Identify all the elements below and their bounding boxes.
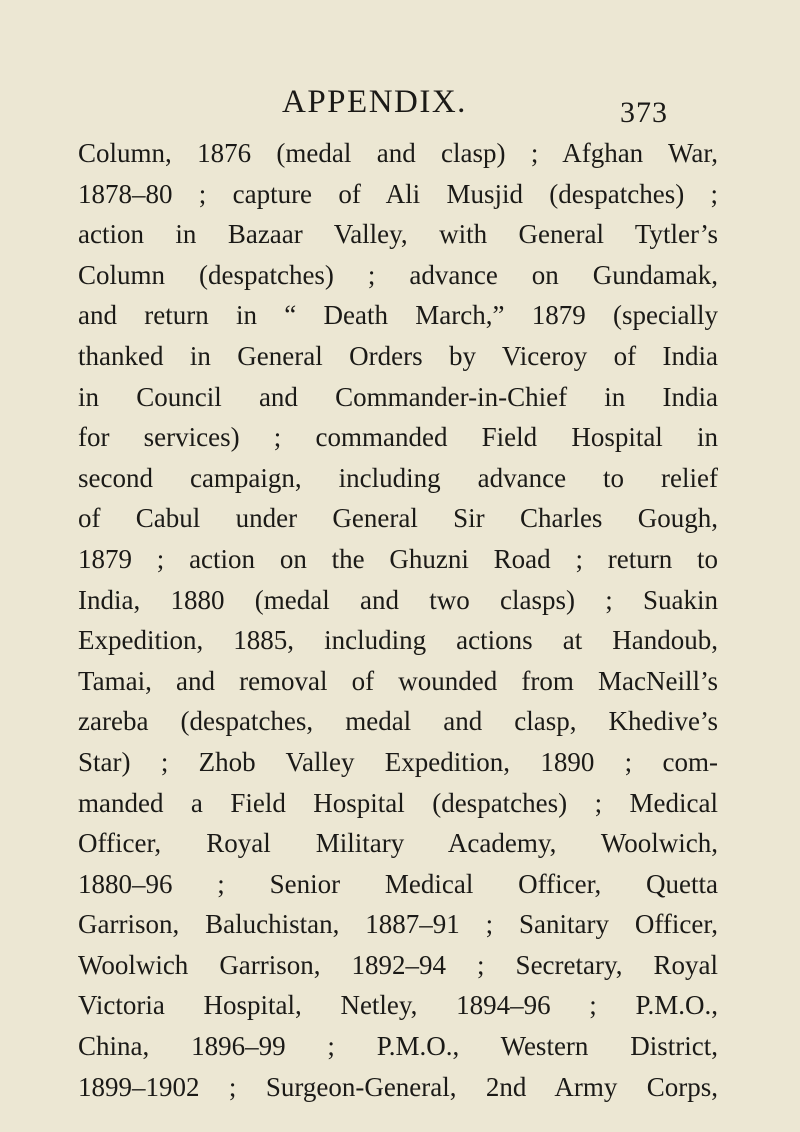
text-line: action in Bazaar Valley, with General Tytler’s (78, 219, 718, 250)
text-line: 1879 ; action on the Ghuzni Road ; return to (78, 543, 718, 574)
text-line: Officer, Royal Military Academy, Woolwich, (78, 828, 718, 859)
text-line: India, 1880 (medal and two clasps) ; Suakin (78, 584, 718, 615)
running-head: APPENDIX. (282, 84, 467, 120)
text-line: Victoria Hospital, Netley, 1894–96 ; P.M.O., (78, 990, 718, 1021)
text-line: thanked in General Orders by Viceroy of India (78, 340, 718, 371)
text-line: 1880–96 ; Senior Medical Officer, Quetta (78, 868, 718, 899)
text-line: Expedition, 1885, including actions at Handoub, (78, 625, 718, 656)
text-line: Woolwich Garrison, 1892–94 ; Secretary, Royal (78, 949, 718, 980)
text-line: Garrison, Baluchistan, 1887–91 ; Sanitary Officer, (78, 909, 718, 940)
text-line: in Council and Commander-in-Chief in India (78, 381, 718, 412)
text-line: 1878–80 ; capture of Ali Musjid (despatches) ; (78, 178, 718, 209)
text-line: zareba (despatches, medal and clasp, Khedive’s (78, 706, 718, 737)
text-line: 1899–1902 ; Surgeon-General, 2nd Army Corps, (78, 1071, 718, 1102)
text-line: for services) ; commanded Field Hospital in (78, 422, 718, 453)
text-line: Tamai, and removal of wounded from MacNeill’s (78, 665, 718, 696)
page-number: 373 (620, 96, 668, 129)
text-line: Column, 1876 (medal and clasp) ; Afghan War, (78, 138, 718, 168)
body-paragraph (78, 133, 718, 1107)
text-line: of Cabul under General Sir Charles Gough, (78, 503, 718, 534)
text-line: China, 1896–99 ; P.M.O., Western District, (78, 1031, 718, 1062)
text-line: Column (despatches) ; advance on Gundamak, (78, 259, 718, 290)
text-line: Star) ; Zhob Valley Expedition, 1890 ; com- (78, 746, 718, 777)
text-line: and return in “ Death March,” 1879 (specially (78, 300, 718, 331)
text-line: second campaign, including advance to relief (78, 462, 718, 493)
text-line: manded a Field Hospital (despatches) ; Medical (78, 787, 718, 818)
